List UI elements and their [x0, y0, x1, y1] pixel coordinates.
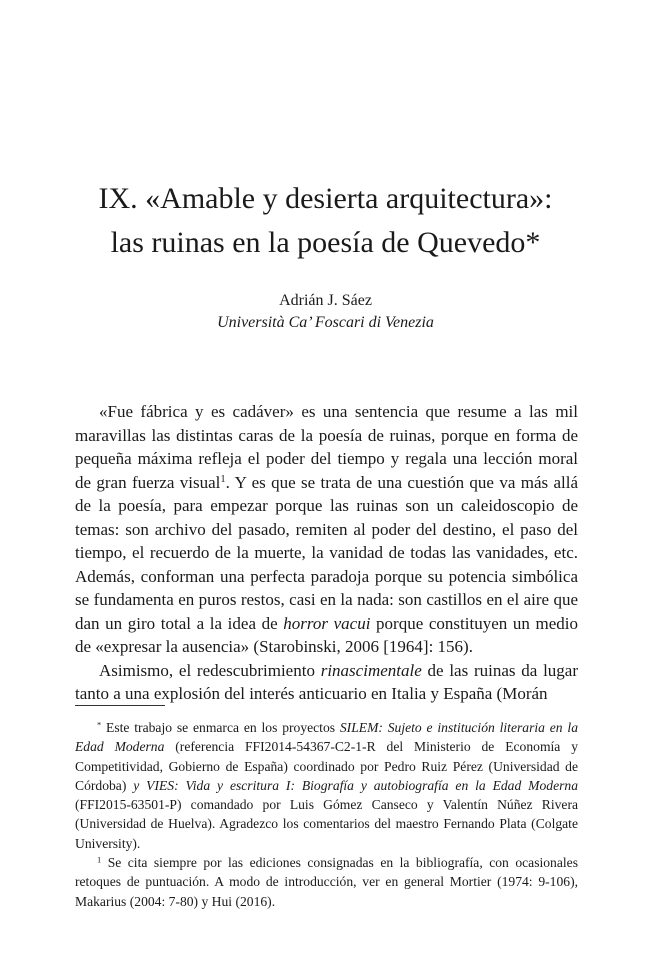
paragraph-2-italic: rinascimentale: [320, 660, 422, 680]
paragraph-1-text-a: «Fue fábrica y es cadáver» es una sentencia que resume a las mil maravillas las distintas caras de la poesía de ruinas, porque en forma de pequeña máxima refleja el poder del tiempo y regala una lección moral de gran fuerza visual: [75, 402, 578, 492]
paragraph-1: [75, 400, 578, 659]
author-block: [75, 290, 576, 334]
author-affiliation: Università Ca’ Foscari di Venezia: [217, 314, 434, 331]
title-footnote-mark: *: [525, 226, 541, 259]
paragraph-1-italic: horror vacui: [283, 613, 371, 633]
author-name: Adrián J. Sáez: [279, 292, 372, 309]
footnote-star-mark: *: [97, 719, 102, 730]
footnote-star-text-a: Este trabajo se enmarca en los proyectos: [101, 720, 340, 735]
footnote-1: [75, 853, 578, 911]
paragraph-2: [75, 659, 578, 706]
footnote-star-text-b: (referencia FFI2014-54367-C2-1-R del Ministerio de Economía y Competitividad, Gobierno de España) coordinado por Pedro Ruiz Pérez (Universidad de Córdoba): [75, 739, 578, 793]
footnote-1-mark: 1: [97, 854, 102, 865]
chapter-title-line-2: [75, 221, 576, 265]
paragraph-2-text-a: Asimismo, el redescubrimiento: [99, 660, 321, 680]
paragraph-1-text-c: porque constituyen un medio de «expresar la ausencia» (Starobinski, 2006 [1964]: 156).: [75, 613, 578, 656]
chapter-title-line-1: IX. «Amable y desierta arquitectura»:: [98, 182, 553, 215]
footnote-star: [75, 718, 578, 853]
paragraph-2-text-b: de las ruinas da lugar tanto a una explosión del interés anticuario en Italia y España (Morán: [75, 660, 579, 703]
footnote-star-text-c: (FFI2015-63501-P) comandado por Luis Gómez Canseco y Valentín Núñez Rivera (Universidad de Huelva). Agradezco los comentarios del maestro Fernando Plata (Colgate University).: [75, 797, 578, 851]
footnote-star-italic-2: y VIES: Vida y escritura I: Biografía y autobiografía en la Edad Moderna: [133, 777, 578, 793]
body-text: [75, 400, 578, 706]
footnote-star-italic-1: SILEM: Sujeto e institución literaria en la Edad Moderna: [75, 720, 578, 755]
chapter-title-line-2-text: las ruinas en la poesía de Quevedo: [110, 226, 526, 259]
footnote-ref-1: 1: [220, 473, 226, 485]
footnote-separator: [75, 705, 165, 706]
paragraph-1-text-b: . Y es que se trata de una cuestión que va más allá de la poesía, para empezar porque las ruinas son un caleidoscopio de temas: son archivo del pasado, remiten al poder del destino, el paso del tiempo, el recuerdo de la muerte, la vanidad de todas las vanidades, etc. Además, conforman una perfecta paradoja porque su potencia simbólica se fundamenta en puros restos, casi en la nada: son castillos en el aire que dan un giro total a la idea de: [75, 472, 578, 633]
chapter-title: [75, 177, 576, 265]
footnote-1-text: Se cita siempre por las ediciones consignadas en la bibliografía, con ocasionales retoques de puntuación. A modo de introducción, ver en general Mortier (1974: 9-106), Makarius (2004: 7-80) y Hui (2016).: [75, 855, 578, 909]
footnotes: [75, 718, 578, 911]
